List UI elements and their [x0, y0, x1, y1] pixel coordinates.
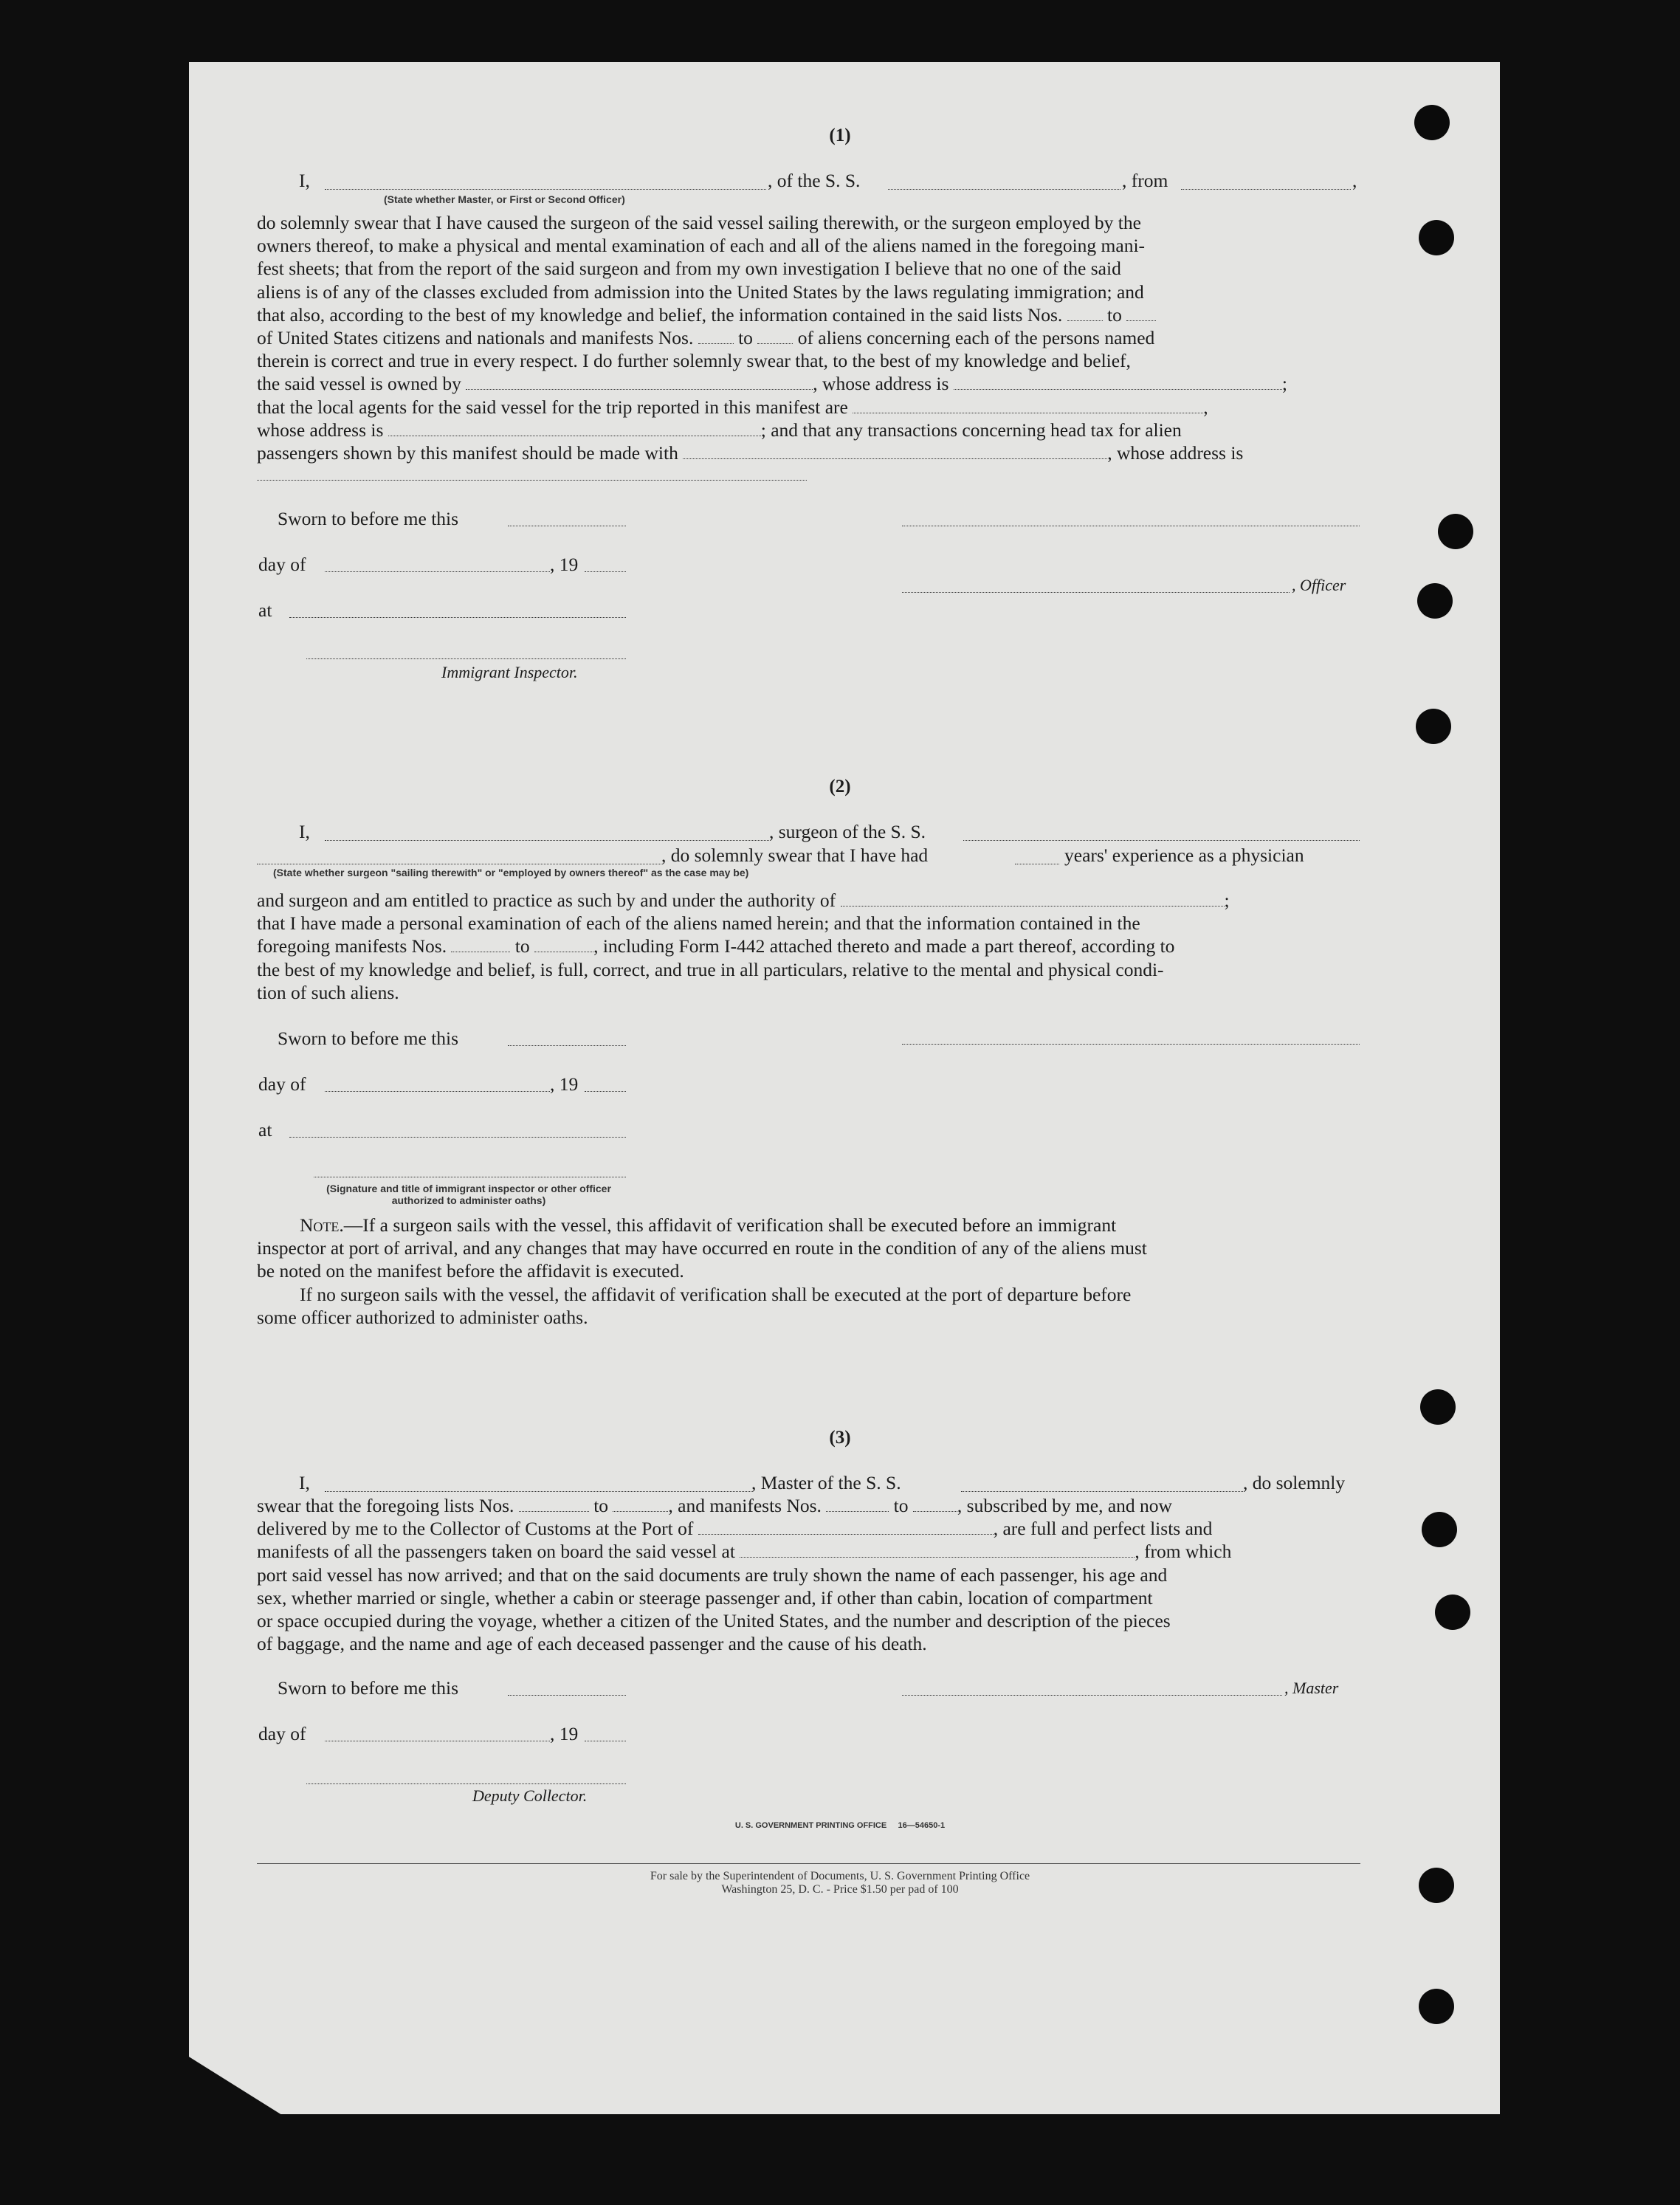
inspector-caption: Immigrant Inspector.	[441, 663, 578, 681]
body-line	[257, 303, 1360, 326]
body-line: do solemnly swear that I have caused the surgeon of the said vessel sailing therewith, or the surgeon employed by the	[257, 212, 1141, 233]
at-label: at	[258, 1119, 272, 1141]
from-port-blank[interactable]	[1181, 189, 1351, 190]
surgeon-signature-blank[interactable]	[902, 1044, 1360, 1045]
master-of-ss-label: , Master of the S. S.	[751, 1472, 901, 1493]
section-1-number: (1)	[829, 125, 851, 145]
surgeon-ship-blank[interactable]	[963, 840, 1360, 841]
section-3-body	[257, 1494, 1360, 1655]
note-line: If no surgeon sails with the vessel, the affidavit of verification shall be executed at the port of departure before	[300, 1283, 1132, 1305]
text: to	[514, 935, 530, 957]
text: swear that the foregoing lists Nos.	[257, 1495, 514, 1516]
text: and surgeon and am entitled to practice as such by and under the authority of	[257, 890, 836, 911]
text: foregoing manifests Nos.	[257, 935, 447, 957]
section-2-i: I,	[299, 821, 310, 842]
text: ;	[1224, 890, 1230, 911]
sale-line-1: For sale by the Superintendent of Documents, U. S. Government Printing Office	[650, 1870, 1030, 1882]
departure-port-blank[interactable]	[740, 1540, 1135, 1558]
section-2-number: (2)	[829, 777, 851, 797]
body-line	[257, 326, 1360, 349]
text: , whose address is	[813, 373, 949, 395]
body-line	[257, 419, 1360, 441]
at-label: at	[258, 599, 272, 621]
body-line	[257, 1517, 1360, 1540]
text: to	[738, 327, 753, 349]
note-line	[257, 1214, 1360, 1236]
text: ; and that any transactions concerning head tax for alien	[760, 419, 1182, 441]
text: to	[593, 1495, 609, 1516]
body-line: of baggage, and the name and age of each deceased passenger and the cause of his death.	[257, 1633, 927, 1655]
inspector-signature-blank[interactable]	[306, 658, 626, 659]
text: delivered by me to the Collector of Customs at the Port of	[257, 1518, 694, 1540]
of-ss-label: , of the S. S.	[768, 170, 861, 191]
text: whose address is	[257, 419, 384, 441]
inspector-caption: (Signature and title of immigrant inspector or other officer authorized to administer oaths)	[326, 1183, 611, 1206]
officer-signature-blank[interactable]	[902, 592, 1290, 593]
body-line	[257, 1540, 1360, 1563]
binder-hole	[1420, 1389, 1456, 1425]
section-1-body	[257, 211, 1360, 464]
text: , and manifests Nos.	[668, 1495, 822, 1516]
text: , from which	[1135, 1541, 1232, 1563]
section-2-body	[257, 889, 1360, 1004]
text: that also, according to the best of my knowledge and belief, the information contained in the said lists Nos.	[257, 303, 1063, 326]
text: manifests of all the passengers taken on board the said vessel at	[257, 1541, 735, 1563]
year-label: , 19	[550, 1723, 579, 1744]
body-line	[257, 889, 1360, 912]
surgeon-of-ss-label: , surgeon of the S. S.	[769, 821, 926, 842]
day-of-label: day of	[258, 1723, 306, 1744]
text: that the local agents for the said vessel for the trip reported in this manifest are	[257, 396, 848, 418]
owner-address-blank[interactable]	[954, 372, 1282, 390]
at-blank[interactable]	[289, 1137, 626, 1138]
body-line: owners thereof, to make a physical and mental examination of each and all of the aliens named in the foregoing mani-	[257, 235, 1146, 257]
body-line: aliens is of any of the classes excluded from admission into the United States by the laws regulating immigration; and	[257, 281, 1144, 303]
binder-hole	[1422, 1512, 1457, 1547]
body-line	[257, 935, 1360, 957]
body-line: sex, whether married or single, whether a cabin or steerage passenger and, if other than cabin, location of compartment	[257, 1586, 1153, 1609]
sworn-date-blank[interactable]	[508, 1045, 626, 1046]
binder-hole	[1416, 709, 1451, 744]
ship-name-blank[interactable]	[888, 189, 1120, 190]
head-tax-address-blank[interactable]	[257, 480, 807, 481]
text: , subscribed by me, and now	[957, 1495, 1172, 1516]
body-line	[257, 372, 1360, 395]
solemnly-label: , do solemnly	[1243, 1472, 1346, 1493]
master-caption: (State whether Master, or First or Second Officer)	[384, 193, 625, 205]
sworn-label: Sworn to before me this	[278, 1677, 459, 1699]
section-1-i: I,	[299, 170, 310, 191]
ship-name-blank[interactable]	[961, 1491, 1243, 1492]
master-name-blank[interactable]	[325, 189, 766, 190]
text: , are full and perfect lists and	[993, 1518, 1213, 1540]
year-label: , 19	[550, 1073, 579, 1095]
month-blank[interactable]	[325, 1091, 550, 1092]
master-signature-blank[interactable]	[902, 1695, 1282, 1696]
manifest-from-blank[interactable]	[826, 1494, 889, 1512]
comma: ,	[1352, 170, 1357, 191]
officer-label: , Officer	[1292, 576, 1346, 594]
text: the said vessel is owned by	[257, 373, 461, 395]
text: to	[893, 1495, 909, 1516]
month-blank[interactable]	[325, 571, 550, 572]
deputy-caption: Deputy Collector.	[472, 1786, 588, 1805]
years-label: years' experience as a physician	[1064, 844, 1304, 866]
sworn-date-blank[interactable]	[508, 1695, 626, 1696]
text: passengers shown by this manifest should be made with	[257, 442, 678, 464]
text: of United States citizens and nationals and manifests Nos.	[257, 327, 694, 349]
note-paragraph	[257, 1214, 1360, 1329]
note-line: some officer authorized to administer oaths.	[257, 1306, 588, 1328]
sale-line-2: Washington 25, D. C. - Price $1.50 per pad of 100	[721, 1883, 959, 1896]
gpo-imprint: U. S. GOVERNMENT PRINTING OFFICE 16—54650-1	[734, 1821, 946, 1830]
note-line: inspector at port of arrival, and any changes that may have occurred en route in the condition of any of the aliens must	[257, 1237, 1147, 1259]
body-line: that I have made a personal examination of each of the aliens named herein; and that the information contained in the	[257, 912, 1140, 935]
manifest-from-blank[interactable]	[698, 326, 734, 344]
manifest-to-blank[interactable]	[757, 326, 793, 344]
body-line: fest sheets; that from the report of the said surgeon and from my own investigation I believe that no one of the said	[257, 258, 1121, 280]
day-of-label: day of	[258, 1073, 306, 1095]
body-line	[257, 1494, 1360, 1517]
sworn-label: Sworn to before me this	[278, 508, 459, 529]
note-line: be noted on the manifest before the affidavit is executed.	[257, 1260, 684, 1282]
surgeon-caption: (State whether surgeon "sailing therewith" or "employed by owners thereof" as the case may be)	[273, 867, 749, 878]
section-3-number: (3)	[829, 1428, 851, 1448]
binder-hole	[1438, 514, 1473, 549]
list-to-blank[interactable]	[613, 1494, 668, 1512]
customs-port-blank[interactable]	[698, 1517, 994, 1535]
agents-blank[interactable]	[853, 396, 1203, 413]
binder-hole	[1417, 583, 1453, 619]
text: —If a surgeon sails with the vessel, this affidavit of verification shall be executed before an immigrant	[343, 1214, 1117, 1236]
head-tax-blank[interactable]	[683, 441, 1107, 459]
manifest-to-blank[interactable]	[534, 935, 593, 952]
body-line: the best of my knowledge and belief, is full, correct, and true in all particulars, relative to the mental and physical condi-	[257, 958, 1164, 980]
year-blank[interactable]	[585, 1091, 626, 1092]
manifest-from-blank[interactable]	[451, 935, 510, 952]
body-line: therein is correct and true in every respect. I do further solemnly swear that, to the best of my knowledge and belief,	[257, 350, 1131, 372]
text: ;	[1281, 373, 1287, 395]
body-line: port said vessel has now arrived; and that on the said documents are truly shown the name of each passenger, his age and	[257, 1564, 1168, 1586]
body-line: tion of such aliens.	[257, 981, 399, 1003]
manifest-to-blank[interactable]	[913, 1494, 957, 1512]
from-label: , from	[1122, 170, 1168, 191]
note-label: Note.	[300, 1214, 344, 1236]
binder-hole	[1419, 1989, 1454, 2024]
master-label: , Master	[1284, 1679, 1339, 1697]
sworn-label: Sworn to before me this	[278, 1028, 459, 1049]
master-name-blank[interactable]	[325, 1491, 751, 1492]
text: ,	[1203, 396, 1208, 418]
section-3-i: I,	[299, 1472, 310, 1493]
text: , including Form I-442 attached thereto and made a part thereof, according to	[593, 935, 1175, 957]
day-of-label: day of	[258, 554, 306, 575]
surgeon-name-blank[interactable]	[325, 840, 769, 841]
list-to-blank[interactable]	[1126, 303, 1156, 321]
swear-label: , do solemnly swear that I have had	[661, 844, 929, 866]
list-from-blank[interactable]	[519, 1494, 589, 1512]
text: , whose address is	[1107, 442, 1244, 464]
binder-hole	[1419, 220, 1454, 255]
year-label: , 19	[550, 554, 579, 575]
at-blank[interactable]	[289, 617, 626, 618]
authority-blank[interactable]	[841, 889, 1225, 907]
year-blank[interactable]	[585, 571, 626, 572]
agents-address-blank[interactable]	[388, 419, 761, 436]
list-from-blank[interactable]	[1067, 303, 1103, 321]
footer-rule	[257, 1863, 1360, 1864]
text: of aliens concerning each of the persons named	[797, 327, 1155, 349]
body-line	[257, 441, 1360, 464]
owner-blank[interactable]	[466, 372, 813, 390]
body-line: or space occupied during the voyage, whether a citizen of the United States, and the number and description of the pieces	[257, 1610, 1171, 1632]
text: to	[1107, 303, 1122, 326]
body-line	[257, 396, 1360, 419]
binder-hole	[1435, 1595, 1470, 1630]
deputy-signature-blank[interactable]	[306, 1783, 626, 1784]
